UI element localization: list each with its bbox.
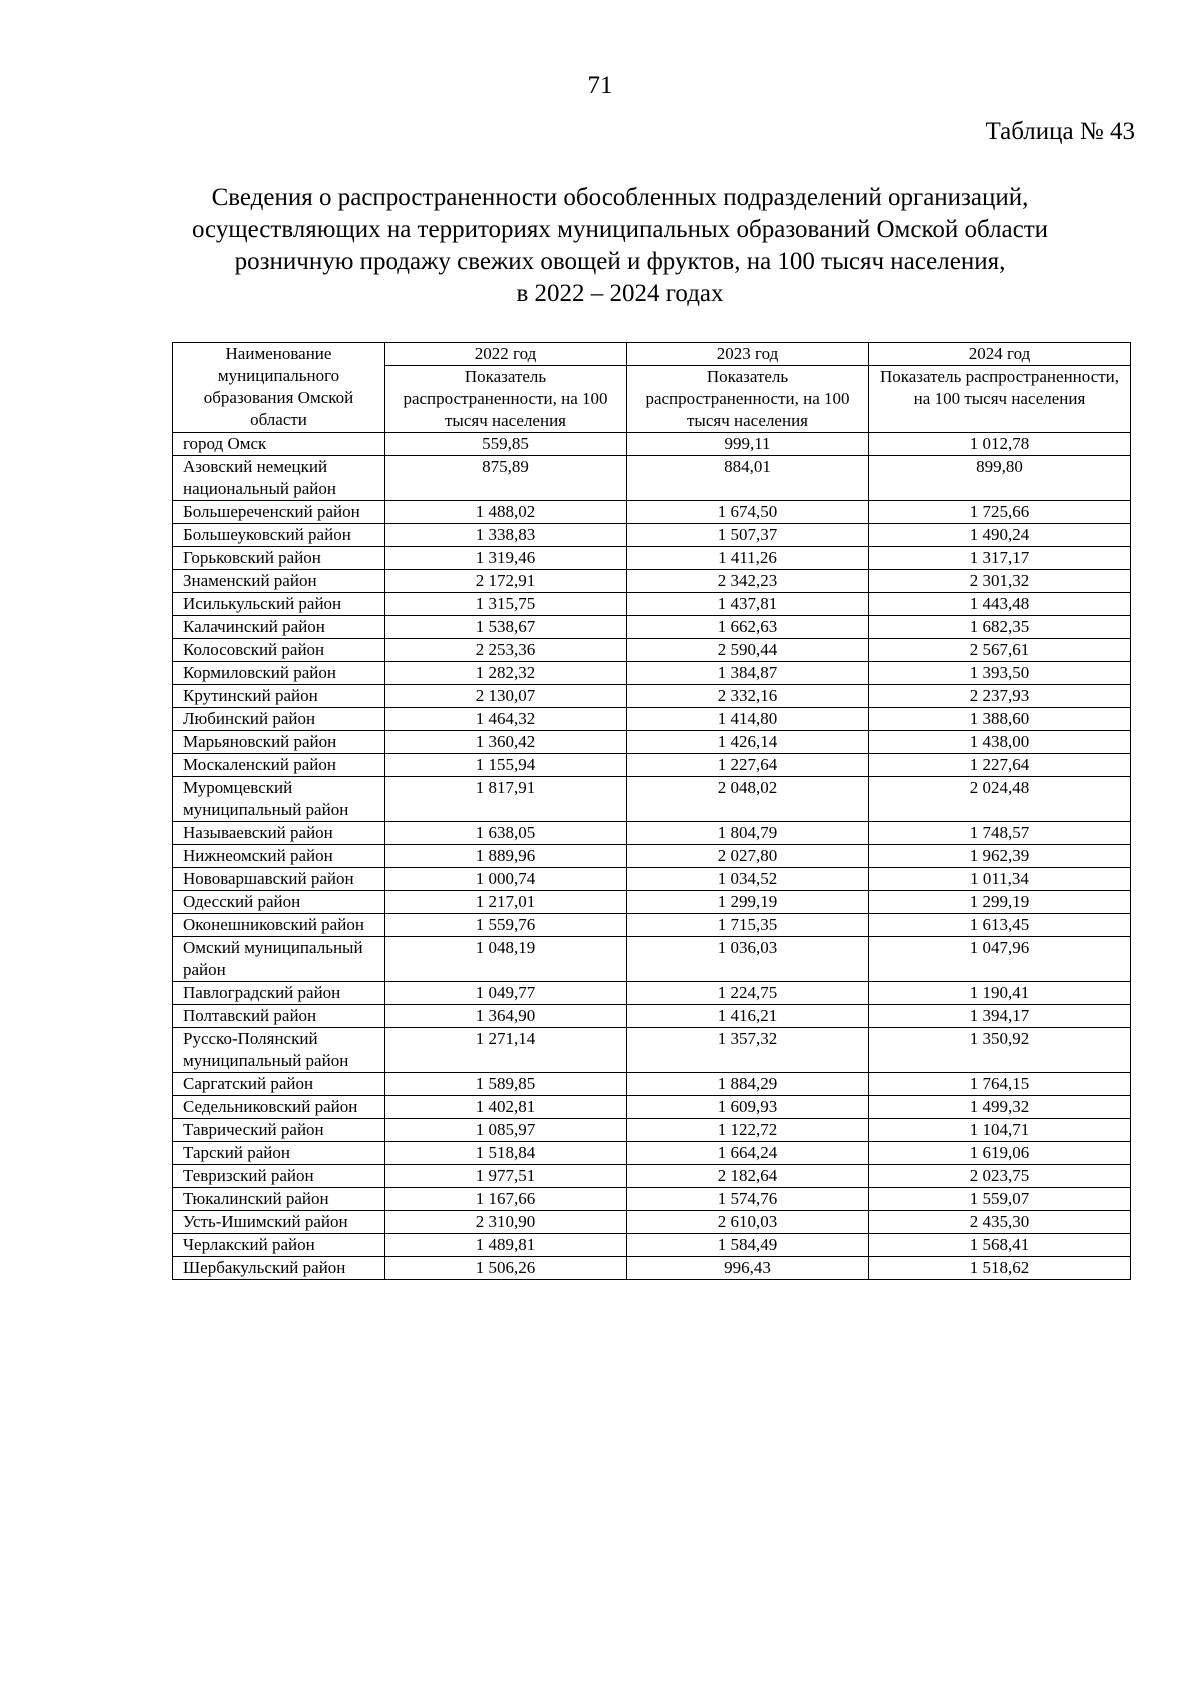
table-row: [173, 731, 1131, 754]
value-2024: 1 518,62: [869, 1257, 1131, 1280]
page-number: 71: [587, 72, 613, 99]
table-row: [173, 1234, 1131, 1257]
value-2023: 1 034,52: [627, 868, 869, 891]
value-2023: 1 884,29: [627, 1073, 869, 1096]
municipality-name: Знаменский район: [173, 570, 385, 593]
value-2024: 1 559,07: [869, 1188, 1131, 1211]
value-2023: 1 384,87: [627, 662, 869, 685]
value-2023: 2 027,80: [627, 845, 869, 868]
value-2023: 1 574,76: [627, 1188, 869, 1211]
value-2022: 1 489,81: [385, 1234, 627, 1257]
value-2024: 1 299,19: [869, 891, 1131, 914]
value-2023: 2 332,16: [627, 685, 869, 708]
header-indicator-2024: Показатель распространенности, на 100 тысяч населения: [869, 366, 1131, 433]
value-2024: 1 190,41: [869, 982, 1131, 1005]
municipality-name: Тевризский район: [173, 1165, 385, 1188]
value-2023: 1 416,21: [627, 1005, 869, 1028]
header-indicator-2023: Показатель распространенности, на 100 тысяч населения: [627, 366, 869, 433]
value-2023: 1 437,81: [627, 593, 869, 616]
municipality-name: Одесский район: [173, 891, 385, 914]
table-row: [173, 937, 1131, 982]
value-2022: 2 310,90: [385, 1211, 627, 1234]
table-row: [173, 501, 1131, 524]
value-2022: 1 282,32: [385, 662, 627, 685]
municipality-name: Большереченский район: [173, 501, 385, 524]
data-table: [172, 342, 1131, 1280]
value-2022: 1 360,42: [385, 731, 627, 754]
value-2024: 1 388,60: [869, 708, 1131, 731]
value-2024: 1 748,57: [869, 822, 1131, 845]
value-2022: 1 315,75: [385, 593, 627, 616]
municipality-name: Нижнеомский район: [173, 845, 385, 868]
municipality-name: Горьковский район: [173, 547, 385, 570]
value-2024: 1 613,45: [869, 914, 1131, 937]
value-2022: 1 319,46: [385, 547, 627, 570]
value-2022: 1 338,83: [385, 524, 627, 547]
value-2023: 1 357,32: [627, 1028, 869, 1073]
municipality-name: Шербакульский район: [173, 1257, 385, 1280]
municipality-name: Седельниковский район: [173, 1096, 385, 1119]
table-row: [173, 1005, 1131, 1028]
table-row: [173, 754, 1131, 777]
table-header: [173, 343, 1131, 433]
value-2024: 1 764,15: [869, 1073, 1131, 1096]
title-line: в 2022 – 2024 годах: [516, 280, 724, 307]
municipality-name: Любинский район: [173, 708, 385, 731]
value-2023: 2 342,23: [627, 570, 869, 593]
value-2024: 1 438,00: [869, 731, 1131, 754]
municipality-name: Тарский район: [173, 1142, 385, 1165]
value-2023: 1 414,80: [627, 708, 869, 731]
value-2022: 1 488,02: [385, 501, 627, 524]
value-2022: 1 817,91: [385, 777, 627, 822]
value-2023: 1 507,37: [627, 524, 869, 547]
value-2023: 1 411,26: [627, 547, 869, 570]
municipality-name: Калачинский район: [173, 616, 385, 639]
municipality-name: Омский муниципальный район: [173, 937, 385, 982]
value-2023: 2 182,64: [627, 1165, 869, 1188]
value-2024: 1 725,66: [869, 501, 1131, 524]
value-2022: 1 085,97: [385, 1119, 627, 1142]
table-row: [173, 708, 1131, 731]
municipality-name: Азовский немецкий национальный район: [173, 456, 385, 501]
table-row: [173, 777, 1131, 822]
title-line: Сведения о распространенности обособленных подразделений организаций,: [211, 184, 1029, 211]
value-2024: 899,80: [869, 456, 1131, 501]
municipality-name: Оконешниковский район: [173, 914, 385, 937]
value-2022: 1 167,66: [385, 1188, 627, 1211]
value-2022: 1 048,19: [385, 937, 627, 982]
value-2022: 2 130,07: [385, 685, 627, 708]
municipality-name: Муромцевский муниципальный район: [173, 777, 385, 822]
table-row: [173, 868, 1131, 891]
value-2023: 1 122,72: [627, 1119, 869, 1142]
value-2024: 2 567,61: [869, 639, 1131, 662]
value-2023: 2 590,44: [627, 639, 869, 662]
header-municipality: Наименование муниципального образования Омской области: [173, 343, 385, 433]
value-2022: 1 638,05: [385, 822, 627, 845]
value-2023: 1 664,24: [627, 1142, 869, 1165]
value-2024: 1 499,32: [869, 1096, 1131, 1119]
table-row: [173, 616, 1131, 639]
title-line: осуществляющих на территориях муниципальных образований Омской области: [191, 216, 1049, 243]
value-2023: 999,11: [627, 433, 869, 456]
value-2022: 559,85: [385, 433, 627, 456]
value-2023: 1 299,19: [627, 891, 869, 914]
value-2023: 996,43: [627, 1257, 869, 1280]
table-row: [173, 845, 1131, 868]
header-year-2023: 2023 год: [627, 343, 869, 366]
value-2023: 1 224,75: [627, 982, 869, 1005]
municipality-name: Русско-Полянский муниципальный район: [173, 1028, 385, 1073]
table-row: [173, 593, 1131, 616]
table-row: [173, 1096, 1131, 1119]
value-2024: 1 962,39: [869, 845, 1131, 868]
value-2022: 2 253,36: [385, 639, 627, 662]
table-row: [173, 1119, 1131, 1142]
value-2022: 875,89: [385, 456, 627, 501]
table-row: [173, 1257, 1131, 1280]
value-2022: 1 000,74: [385, 868, 627, 891]
value-2023: 1 426,14: [627, 731, 869, 754]
header-year-2022: 2022 год: [385, 343, 627, 366]
value-2022: 1 155,94: [385, 754, 627, 777]
value-2024: 1 012,78: [869, 433, 1131, 456]
table-row: [173, 1188, 1131, 1211]
table-row: [173, 1165, 1131, 1188]
table-row: [173, 570, 1131, 593]
value-2024: 2 023,75: [869, 1165, 1131, 1188]
value-2024: 1 443,48: [869, 593, 1131, 616]
value-2024: 2 435,30: [869, 1211, 1131, 1234]
municipality-name: Кормиловский район: [173, 662, 385, 685]
value-2024: 1 619,06: [869, 1142, 1131, 1165]
value-2022: 1 402,81: [385, 1096, 627, 1119]
value-2024: 1 490,24: [869, 524, 1131, 547]
value-2024: 1 394,17: [869, 1005, 1131, 1028]
value-2023: 1 036,03: [627, 937, 869, 982]
table-row: [173, 982, 1131, 1005]
table-row: [173, 433, 1131, 456]
value-2023: 1 715,35: [627, 914, 869, 937]
table-row: [173, 524, 1131, 547]
value-2022: 1 506,26: [385, 1257, 627, 1280]
header-year-2024: 2024 год: [869, 343, 1131, 366]
value-2024: 2 301,32: [869, 570, 1131, 593]
value-2024: 1 227,64: [869, 754, 1131, 777]
value-2022: 1 049,77: [385, 982, 627, 1005]
value-2022: 1 559,76: [385, 914, 627, 937]
value-2023: 1 584,49: [627, 1234, 869, 1257]
value-2024: 1 682,35: [869, 616, 1131, 639]
table-row: [173, 1142, 1131, 1165]
municipality-name: Черлакский район: [173, 1234, 385, 1257]
municipality-name: Большеуковский район: [173, 524, 385, 547]
table-row: [173, 914, 1131, 937]
municipality-name: город Омск: [173, 433, 385, 456]
table-row: [173, 1028, 1131, 1073]
municipality-name: Марьяновский район: [173, 731, 385, 754]
value-2023: 1 609,93: [627, 1096, 869, 1119]
value-2024: 2 024,48: [869, 777, 1131, 822]
document-title: [110, 182, 1130, 310]
municipality-name: Называевский район: [173, 822, 385, 845]
value-2023: 1 674,50: [627, 501, 869, 524]
value-2022: 1 977,51: [385, 1165, 627, 1188]
municipality-name: Крутинский район: [173, 685, 385, 708]
title-line: розничную продажу свежих овощей и фруктов, на 100 тысяч населения,: [234, 248, 1006, 275]
value-2022: 1 589,85: [385, 1073, 627, 1096]
value-2022: 1 518,84: [385, 1142, 627, 1165]
table-row: [173, 1073, 1131, 1096]
value-2022: 1 464,32: [385, 708, 627, 731]
table-row: [173, 456, 1131, 501]
table-row: [173, 547, 1131, 570]
table-body: [173, 433, 1131, 1280]
value-2022: 1 364,90: [385, 1005, 627, 1028]
table-row: [173, 662, 1131, 685]
municipality-name: Павлоградский район: [173, 982, 385, 1005]
value-2024: 1 393,50: [869, 662, 1131, 685]
table-row: [173, 639, 1131, 662]
value-2022: 1 271,14: [385, 1028, 627, 1073]
table-label: Таблица № 43: [985, 118, 1135, 145]
value-2023: 1 662,63: [627, 616, 869, 639]
value-2024: 1 011,34: [869, 868, 1131, 891]
value-2023: 884,01: [627, 456, 869, 501]
municipality-name: Колосовский район: [173, 639, 385, 662]
value-2022: 1 889,96: [385, 845, 627, 868]
table-row: [173, 891, 1131, 914]
table-row: [173, 685, 1131, 708]
header-indicator-2022: Показатель распространенности, на 100 тысяч населения: [385, 366, 627, 433]
municipality-name: Усть-Ишимский район: [173, 1211, 385, 1234]
table-row: [173, 1211, 1131, 1234]
value-2024: 1 350,92: [869, 1028, 1131, 1073]
municipality-name: Москаленский район: [173, 754, 385, 777]
municipality-name: Саргатский район: [173, 1073, 385, 1096]
value-2024: 1 104,71: [869, 1119, 1131, 1142]
municipality-name: Тюкалинский район: [173, 1188, 385, 1211]
municipality-name: Таврический район: [173, 1119, 385, 1142]
value-2023: 2 610,03: [627, 1211, 869, 1234]
value-2022: 1 538,67: [385, 616, 627, 639]
value-2023: 2 048,02: [627, 777, 869, 822]
municipality-name: Исилькульский район: [173, 593, 385, 616]
value-2024: 1 317,17: [869, 547, 1131, 570]
table-row: [173, 822, 1131, 845]
value-2024: 1 047,96: [869, 937, 1131, 982]
value-2024: 1 568,41: [869, 1234, 1131, 1257]
value-2022: 1 217,01: [385, 891, 627, 914]
value-2022: 2 172,91: [385, 570, 627, 593]
municipality-name: Полтавский район: [173, 1005, 385, 1028]
value-2024: 2 237,93: [869, 685, 1131, 708]
value-2023: 1 804,79: [627, 822, 869, 845]
value-2023: 1 227,64: [627, 754, 869, 777]
municipality-name: Нововаршавский район: [173, 868, 385, 891]
